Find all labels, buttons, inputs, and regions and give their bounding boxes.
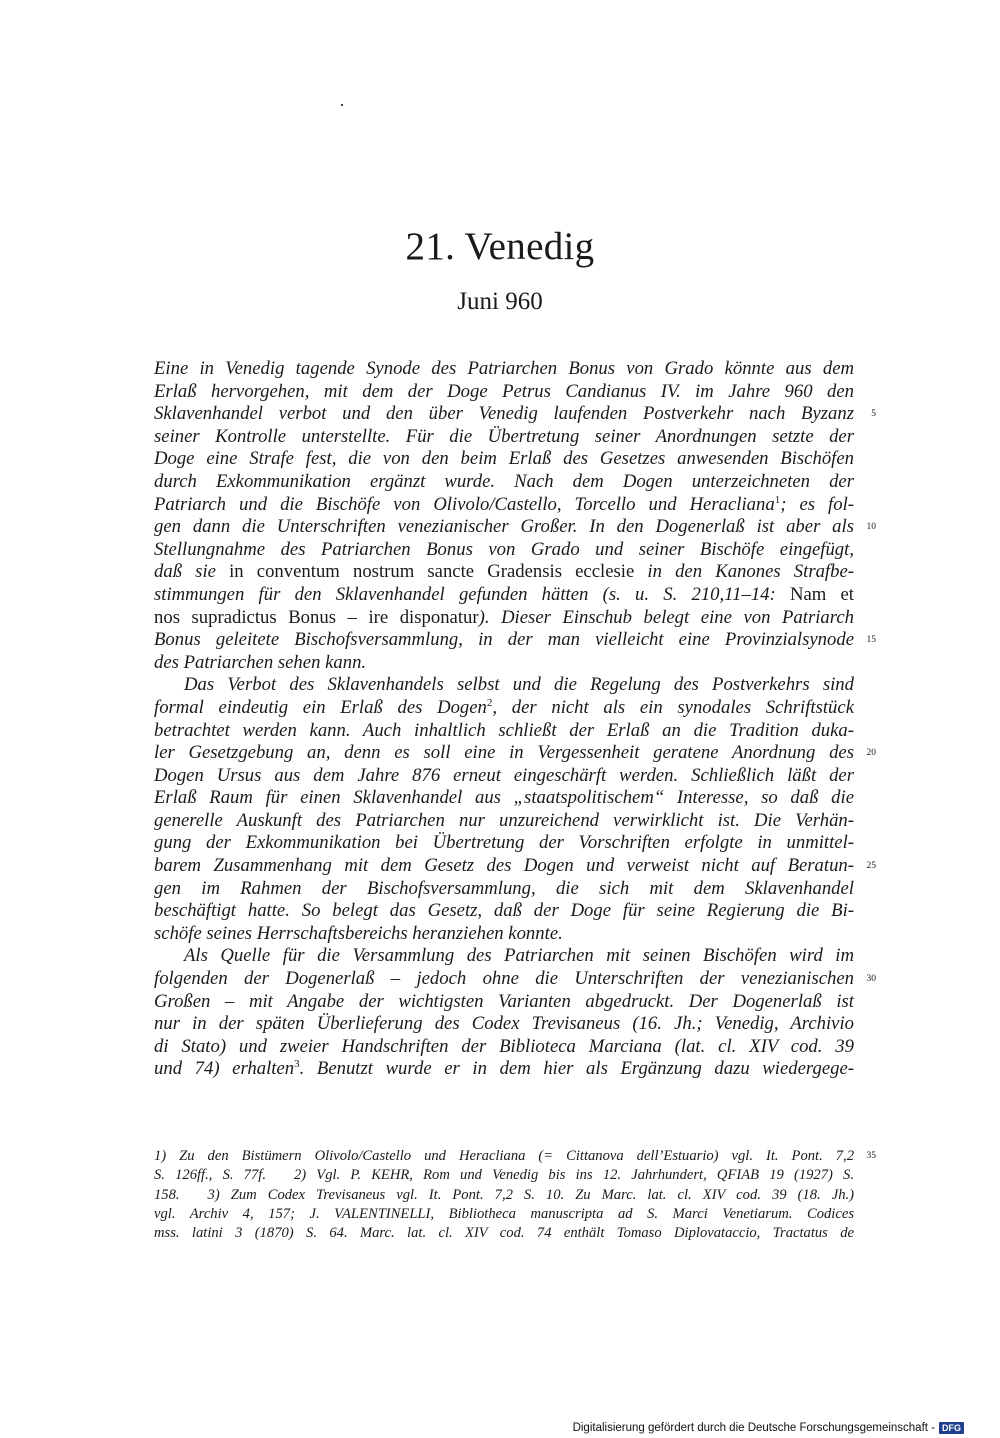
footnote-line (154, 1147, 876, 1166)
text-line (154, 584, 854, 607)
footnote-line (154, 1166, 854, 1185)
text-run: in den Kanones Strafbe- (634, 561, 854, 583)
line-number: 5 (871, 409, 876, 420)
text-line (154, 968, 876, 991)
text-line (154, 765, 854, 788)
text-line (154, 923, 854, 946)
dfg-logo: DFG (939, 1422, 964, 1434)
text-line (154, 1036, 854, 1059)
text-run: und 74) erhalten (154, 1058, 295, 1080)
text-line (154, 426, 854, 449)
text-line (154, 855, 876, 878)
text-line (154, 607, 854, 630)
text-run: stimmungen für den Sklavenhandel gefunden hätten (s. u. S. 210,11–14: (154, 583, 790, 605)
line-number: 35 (866, 1151, 876, 1161)
page-date: Juni 960 (457, 288, 543, 315)
text-run: 2) Vgl. P. KEHR, Rom und Venedig bis ins 12. Jahrhundert, QFIAB 19 (1927) S. (293, 1167, 854, 1184)
footnote-ref: 1 (774, 493, 781, 506)
text-run: Erlaß Raum für einen Sklavenhandel aus „staatspolitischem“ Interesse, so daß die (154, 787, 854, 809)
quoted-latin: Nam et (789, 583, 855, 605)
text-line (154, 539, 854, 562)
funding-notice: Digitalisierung gefördert durch die Deutsche Forschungsgemeinschaft - (572, 1422, 935, 1434)
quoted-latin: in conventum nostrum sancte Gradensis ecclesie (229, 561, 635, 583)
text-run: ler Gesetzgebung an, denn es soll eine in Vergessenheit geratene Anordnung des (154, 742, 854, 764)
text-run: daß sie (154, 561, 230, 583)
text-run: 3) Zum Codex Trevisaneus vgl. It. Pont. 7,2 S. 10. Zu Marc. lat. cl. XIV cod. 39 (18. Jh.) (207, 1186, 854, 1203)
line-number: 30 (866, 974, 876, 985)
text-line (154, 720, 854, 743)
text-run: barem Zusammenhang mit dem Gesetz des Dogen und verweist nicht auf Beratun- (154, 855, 854, 877)
footnote-line (154, 1205, 854, 1224)
text-run: di Stato) und zweier Handschriften der Biblioteca Marciana (lat. cl. XIV cod. 39 (154, 1035, 854, 1057)
text-line (154, 358, 854, 381)
text-line (154, 494, 854, 517)
footnote-line (154, 1224, 854, 1243)
text-run: generelle Auskunft des Patriarchen nur unzureichend verwirklicht ist. Die Verhän- (154, 809, 854, 831)
text-line (154, 742, 876, 765)
text-run: Bonus geleitete Bischofsversammlung, in der man vielleicht eine Provinzialsynode (154, 629, 854, 651)
text-line (154, 652, 854, 675)
text-line (154, 471, 854, 494)
text-run: Eine in Venedig tagende Synode des Patriarchen Bonus von Grado könnte aus dem (154, 358, 854, 379)
text-run: schöfe seines Herrschaftsbereichs heranziehen konnte. (154, 922, 563, 944)
footnotes (154, 1147, 876, 1243)
text-run: Großen – mit Angabe der wichtigsten Varianten abgedruckt. Der Dogenerlaß ist (154, 990, 854, 1012)
text-run: Dogen Ursus aus dem Jahre 876 erneut eingeschärft werden. Schließlich läßt der (154, 764, 854, 786)
line-number: 10 (866, 522, 876, 533)
body-text (154, 358, 876, 1081)
text-run: Doge eine Strafe fest, die von den beim Erlaß des Gesetzes anwesenden Bischöfen (154, 448, 854, 470)
text-run: ; es fol- (780, 493, 854, 515)
text-run: Erlaß hervorgehen, mit dem der Doge Petrus Candianus IV. im Jahre 960 den (154, 380, 854, 402)
text-run: betrachtet werden kann. Auch inhaltlich schließt der Erlaß an die Tradition duka- (154, 719, 854, 741)
footnote-ref: 2 (486, 696, 493, 709)
text-run: gen im Rahmen der Bischofsversammlung, die sich mit dem Sklavenhandel (154, 877, 854, 899)
line-number: 15 (866, 635, 876, 646)
text-run: Das Verbot des Sklavenhandels selbst und die Regelung des Postverkehrs sind (184, 674, 854, 696)
text-line (154, 629, 876, 652)
text-run: beschäftigt hatte. So belegt das Gesetz, daß der Doge für seine Regierung die Bi- (154, 900, 854, 922)
text-line (154, 1013, 854, 1036)
text-line (154, 878, 854, 901)
text-line (154, 810, 854, 833)
quoted-latin: nos supradictus Bonus – ire disponatur (154, 606, 479, 628)
text-run: S. 126ff., S. 77f. (154, 1167, 266, 1184)
text-run: 1) Zu den Bistümern Olivolo/Castello und Heracliana (= Cittanova dell’Estuario) vgl. It. Pont. 7,2 (154, 1148, 854, 1164)
footnote-line (154, 1186, 854, 1205)
text-line (154, 561, 854, 584)
text-line (154, 900, 854, 923)
text-run: Stellungnahme des Patriarchen Bonus von Grado und seiner Bischöfe eingefügt, (154, 538, 854, 560)
text-run: Sklavenhandel verbot und den über Venedig laufenden Postverkehr nach Byzanz (154, 403, 854, 425)
scan-speck (341, 104, 343, 106)
text-run: 158. (154, 1186, 180, 1203)
text-line (154, 516, 876, 539)
text-line (154, 787, 854, 810)
text-run: vgl. Archiv 4, 157; J. VALENTINELLI, Bibliotheca manuscripta ad S. Marci Venetiarum. Codices (154, 1205, 854, 1222)
text-run: folgenden der Dogenerlaß – jedoch ohne die Unterschriften der venezianischen (154, 968, 854, 990)
footer (573, 1422, 964, 1434)
text-run: durch Exkommunikation ergänzt wurde. Nach dem Dogen unterzeichneten der (154, 470, 854, 492)
text-line (154, 403, 876, 426)
text-run: Als Quelle für die Versammlung des Patriarchen mit seinen Bischöfen wird im (184, 945, 854, 967)
text-line (154, 674, 854, 697)
text-line (154, 991, 854, 1014)
text-line (154, 697, 854, 720)
text-line (154, 945, 854, 968)
text-run: seiner Kontrolle unterstellte. Für die Übertretung seiner Anordnungen setzte der (154, 425, 854, 447)
text-run: nur in der späten Überlieferung des Codex Trevisaneus (16. Jh.; Venedig, Archivio (154, 1013, 854, 1035)
line-number: 20 (866, 748, 876, 759)
text-run: gen dann die Unterschriften venezianischer Großer. In den Dogenerlaß ist aber als (154, 516, 854, 538)
text-run: gung der Exkommunikation bei Übertretung der Vorschriften erfolgte in unmittel- (154, 832, 854, 854)
text-run: . Benutzt wurde er in dem hier als Ergänzung dazu wiedergege- (299, 1058, 854, 1080)
text-line (154, 448, 854, 471)
text-run: mss. latini 3 (1870) S. 64. Marc. lat. cl. XIV cod. 74 enthält Tomaso Diplovataccio, Tractatus de (154, 1225, 854, 1242)
text-line (154, 381, 854, 404)
text-run: des Patriarchen sehen kann. (154, 651, 367, 673)
text-run: , der nicht als ein synodales Schriftstück (492, 696, 854, 718)
line-number: 25 (866, 861, 876, 872)
text-line (154, 832, 854, 855)
text-run: formal eindeutig ein Erlaß des Dogen (154, 696, 487, 718)
page-title: 21. Venedig (405, 225, 595, 268)
text-run: Patriarch und die Bischöfe von Olivolo/Castello, Torcello und Heracliana (154, 493, 775, 515)
text-line (154, 1058, 854, 1081)
footnote-ref: 3 (294, 1058, 300, 1071)
text-run: ). Dieser Einschub belegt eine von Patriarch (478, 606, 854, 628)
